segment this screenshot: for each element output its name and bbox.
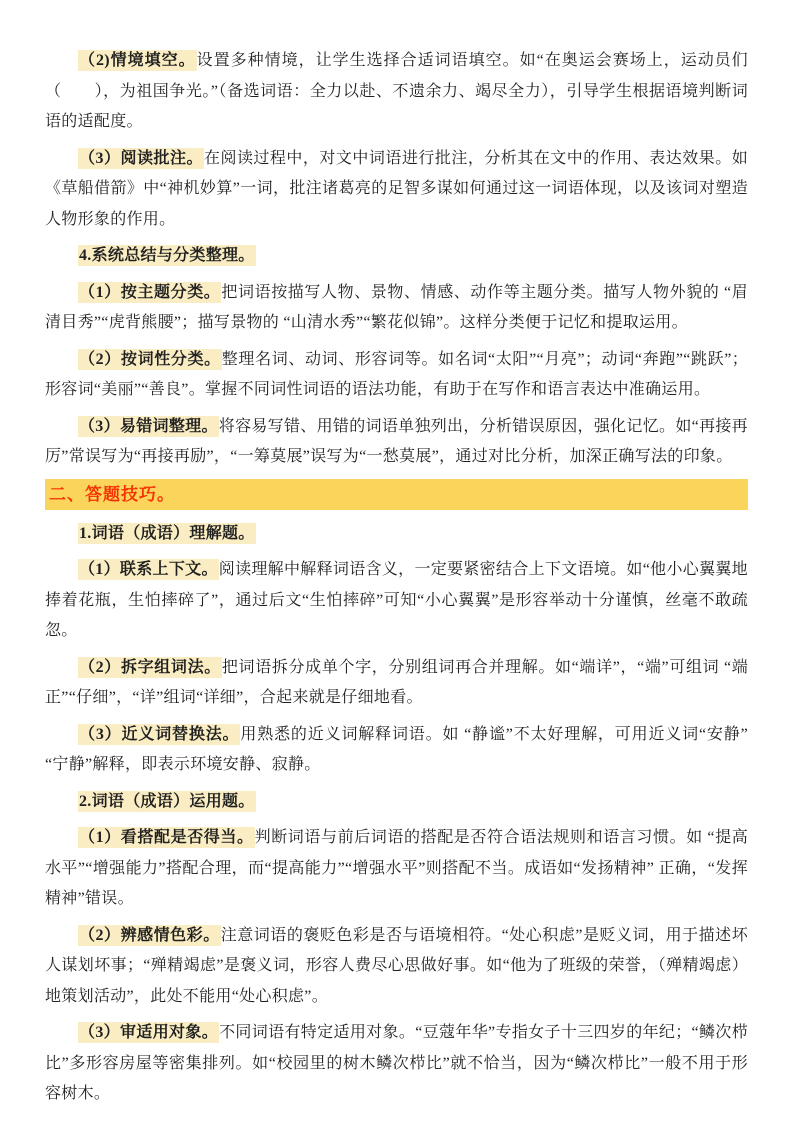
section-subheading [45,519,748,550]
item-text: 在阅读过程中，对文中词语进行批注，分析其在文中的作用、表达效果。如《草船借箭》中“神机妙算”一词，批注诸葛亮的足智多谋如何通过这一词语体现，以及该词对塑造人物形象的作用。 [45,149,749,228]
paragraph-item [45,278,748,339]
paragraph-item [45,345,748,406]
item-label-highlight: （2）拆字组词法。 [79,658,221,676]
item-text: 不同词语有特定适用对象。“豆蔻年华”专指女子十三四岁的年纪；“鳞次栉比”多形容房屋等密集排列。如“校园里的树木鳞次栉比”就不恰当，因为“鳞次栉比”一般不用于形容树木。 [45,1024,748,1102]
item-text: 将容易写错、用错的词语单独列出，分析错误原因，强化记忆。如“再接再厉”常误写为“再接再励”，“一筹莫展”误写为“一愁莫展”，通过对比分析，加深正确写法的印象。 [45,417,748,465]
item-text: 把词语拆分成单个字，分别组词再合并理解。如“端详”，“端”可组词 “端正”“仔细”，“详”组词“详细”，合起来就是仔细地看。 [45,658,748,706]
item-text: 设置多种情境，让学生选择合适词语填空。如“在奥运会赛场上，运动员们（ ），为祖国争光。”（备选词语：全力以赴、不遗余力、竭尽全力），引导学生根据语境判断词语的适配度。 [45,52,748,130]
item-label-highlight: （2）辨感情色彩。 [79,926,220,944]
item-label-highlight: （1）看搭配是否得当。 [79,829,254,846]
paragraph-item [45,653,748,714]
item-text: 把词语按描写人物、景物、情感、动作等主题分类。描写人物外貌的 “眉清目秀”“虎背熊腰”；描写景物的 “山清水秀”“繁花似锦”。这样分类便于记忆和提取运用。 [45,283,748,331]
item-text: 注意词语的褒贬色彩是否与语境相符。“处心积虑”是贬义词，用于描述坏人谋划坏事；“殚精竭虑”是褒义词，形容人费尽心思做好事。如“他为了班级的荣誉，（殚精竭虑）地策划活动”，此处不能用“处心积虑”。 [45,926,748,1005]
paragraph-item [45,555,748,647]
paragraph-item [45,921,748,1013]
paragraph-item [45,412,748,473]
paragraph-item [45,720,748,781]
paragraph-item [45,1018,748,1110]
section-subheading [45,241,748,272]
item-label-highlight: （1）联系上下文。 [79,561,218,578]
section-banner: 二、答题技巧。 [45,479,748,510]
item-label-highlight: （3）阅读批注。 [79,149,203,167]
item-label-highlight: （1）按主题分类。 [79,283,221,301]
item-label-highlight: （2）按词性分类。 [79,350,221,368]
subheading-highlight: 1.词语（成语）理解题。 [79,524,255,542]
item-label-highlight: （2)情境填空。 [79,52,196,69]
item-text: 整理名词、动词、形容词等。如名词“太阳”“月亮”；动词“奔跑”“跳跃”；形容词“美丽”“善良”。掌握不同词性词语的语法功能，有助于在写作和语言表达中准确运用。 [45,350,748,398]
section-subheading [45,787,748,818]
item-label-highlight: （3）审适用对象。 [79,1024,219,1041]
item-text: 用熟悉的近义词解释词语。如 “静谧”不太好理解，可用近义词“安静”“宁静”解释，即表示环境安静、寂静。 [45,725,748,773]
item-label-highlight: （3）易错词整理。 [79,417,218,435]
item-text: 判断词语与前后词语的搭配是否符合语法规则和语言习惯。如 “提高水平”“增强能力”搭配合理，而“提高能力”“增强水平”则搭配不当。成语如“发扬精神” 正确，“发挥精神”错误。 [45,829,748,907]
paragraph-item [45,46,748,138]
subheading-highlight: 4.系统总结与分类整理。 [79,247,255,264]
item-label-highlight: （3）近义词替换法。 [79,725,240,743]
subheading-highlight: 2.词语（成语）运用题。 [79,792,255,810]
paragraph-item [45,144,748,236]
item-text: 阅读理解中解释词语含义，一定要紧密结合上下文语境。如“他小心翼翼地捧着花瓶，生怕摔碎了”，通过后文“生怕摔碎”可知“小心翼翼”是形容举动十分谨慎，丝毫不敢疏忽。 [45,561,748,639]
paragraph-item [45,823,748,915]
